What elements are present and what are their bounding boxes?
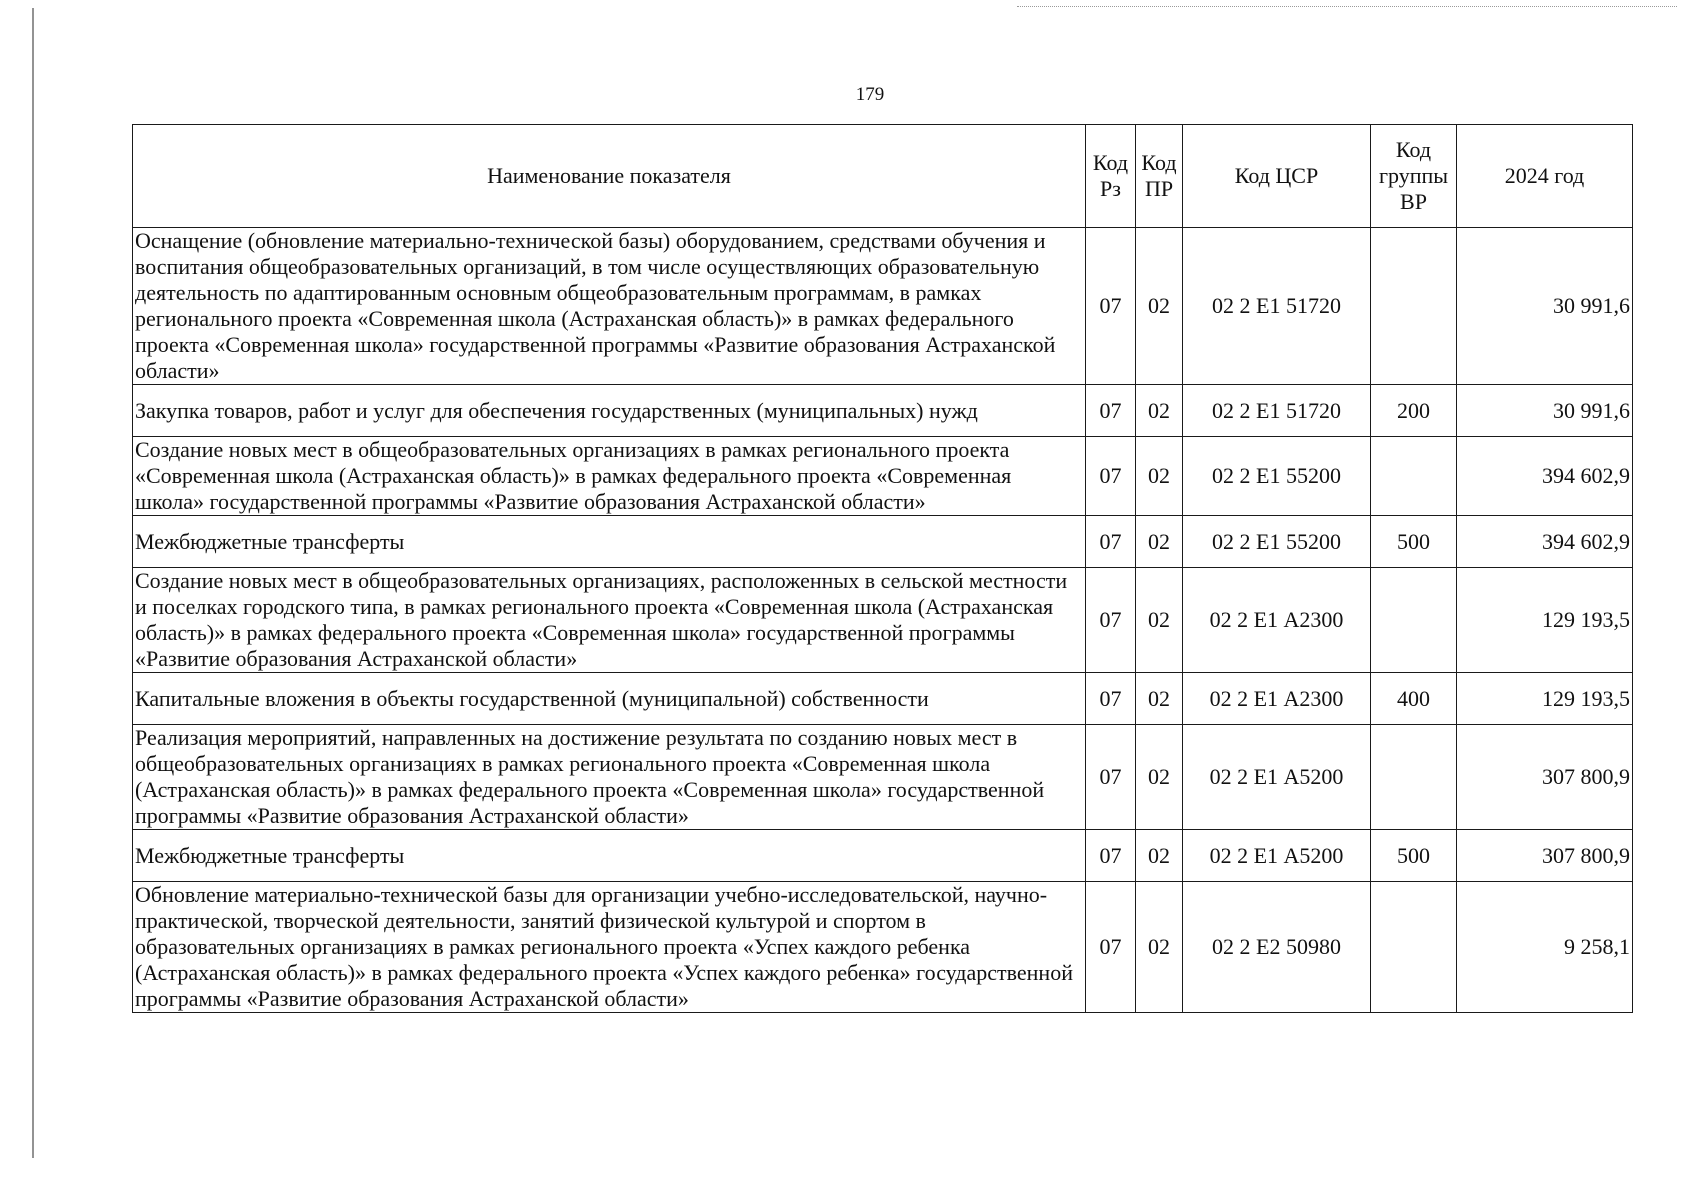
table-row [133, 385, 1633, 437]
row-rz: 07 [1086, 516, 1136, 568]
row-pr: 02 [1136, 228, 1183, 385]
row-amount: 129 193,5 [1457, 568, 1633, 673]
table-row [133, 516, 1633, 568]
row-rz: 07 [1086, 725, 1136, 830]
table-row [133, 228, 1633, 385]
budget-table [132, 124, 1633, 1013]
row-name: Капитальные вложения в объекты государственной (муниципальной) собственности [133, 673, 1086, 725]
row-pr: 02 [1136, 882, 1183, 1013]
row-pr: 02 [1136, 516, 1183, 568]
row-amount: 307 800,9 [1457, 725, 1633, 830]
column-header-name: Наименование показателя [133, 125, 1086, 228]
column-header-rz: Код Рз [1086, 125, 1136, 228]
table-row [133, 568, 1633, 673]
scan-left-edge [32, 8, 34, 1158]
column-header-vr: Код группы ВР [1371, 125, 1457, 228]
table-row [133, 830, 1633, 882]
page-number: 179 [855, 84, 885, 105]
row-csr: 02 2 Е1 51720 [1183, 385, 1371, 437]
row-name: Закупка товаров, работ и услуг для обеспечения государственных (муниципальных) нужд [133, 385, 1086, 437]
row-rz: 07 [1086, 228, 1136, 385]
row-csr: 02 2 Е1 А2300 [1183, 568, 1371, 673]
row-amount: 9 258,1 [1457, 882, 1633, 1013]
row-name: Создание новых мест в общеобразовательных организациях, расположенных в сельской местности и поселках городского типа, в рамках регионального проекта «Современная школа (Астраханская область)» в рамках федерального проекта «Современная школа» государственной программы «Развитие образования Астраханской области» [133, 568, 1086, 673]
row-amount: 30 991,6 [1457, 385, 1633, 437]
row-csr: 02 2 Е2 50980 [1183, 882, 1371, 1013]
row-vr [1371, 882, 1457, 1013]
table-row [133, 673, 1633, 725]
column-header-pr: Код ПР [1136, 125, 1183, 228]
row-vr [1371, 725, 1457, 830]
row-rz: 07 [1086, 437, 1136, 516]
row-name: Создание новых мест в общеобразовательных организациях в рамках регионального проекта «Современная школа (Астраханская область)» в рамках федерального проекта «Современная школа» государственной программы «Развитие образования Астраханской области» [133, 437, 1086, 516]
row-vr [1371, 568, 1457, 673]
row-vr: 500 [1371, 516, 1457, 568]
row-pr: 02 [1136, 673, 1183, 725]
row-name: Межбюджетные трансферты [133, 516, 1086, 568]
row-name: Оснащение (обновление материально-технической базы) оборудованием, средствами обучения и воспитания общеобразовательных организаций, в том числе осуществляющих образовательную деятельность по адаптированным основным общеобразовательным программам, в рамках регионального проекта «Современная школа (Астраханская область)» в рамках федерального проекта «Современная школа» государственной программы «Развитие образования Астраханской области» [133, 228, 1086, 385]
row-csr: 02 2 Е1 55200 [1183, 516, 1371, 568]
row-name: Межбюджетные трансферты [133, 830, 1086, 882]
row-pr: 02 [1136, 437, 1183, 516]
table-row [133, 437, 1633, 516]
table-row [133, 882, 1633, 1013]
row-csr: 02 2 Е1 51720 [1183, 228, 1371, 385]
row-pr: 02 [1136, 385, 1183, 437]
row-pr: 02 [1136, 568, 1183, 673]
table-header-row [133, 125, 1633, 228]
row-vr [1371, 228, 1457, 385]
row-rz: 07 [1086, 830, 1136, 882]
row-vr: 400 [1371, 673, 1457, 725]
row-rz: 07 [1086, 385, 1136, 437]
scan-top-dots [1017, 6, 1677, 8]
row-rz: 07 [1086, 882, 1136, 1013]
row-csr: 02 2 Е1 55200 [1183, 437, 1371, 516]
row-amount: 394 602,9 [1457, 437, 1633, 516]
row-name: Обновление материально-технической базы для организации учебно-исследовательской, научно-практической, творческой деятельности, занятий физической культурой и спортом в образовательных организациях в рамках регионального проекта «Успех каждого ребенка (Астраханская область)» в рамках федерального проекта «Успех каждого ребенка» государственной программы «Развитие образования Астраханской области» [133, 882, 1086, 1013]
row-vr: 200 [1371, 385, 1457, 437]
column-header-csr: Код ЦСР [1183, 125, 1371, 228]
row-vr [1371, 437, 1457, 516]
row-pr: 02 [1136, 830, 1183, 882]
row-rz: 07 [1086, 568, 1136, 673]
column-header-year: 2024 год [1457, 125, 1633, 228]
row-csr: 02 2 Е1 А5200 [1183, 725, 1371, 830]
row-name: Реализация мероприятий, направленных на достижение результата по созданию новых мест в общеобразовательных организациях в рамках регионального проекта «Современная школа (Астраханская область)» в рамках федерального проекта «Современная школа» государственной программы «Развитие образования Астраханской области» [133, 725, 1086, 830]
row-amount: 394 602,9 [1457, 516, 1633, 568]
row-amount: 129 193,5 [1457, 673, 1633, 725]
row-csr: 02 2 Е1 А2300 [1183, 673, 1371, 725]
row-amount: 307 800,9 [1457, 830, 1633, 882]
row-csr: 02 2 Е1 А5200 [1183, 830, 1371, 882]
row-pr: 02 [1136, 725, 1183, 830]
row-amount: 30 991,6 [1457, 228, 1633, 385]
row-vr: 500 [1371, 830, 1457, 882]
table-row [133, 725, 1633, 830]
row-rz: 07 [1086, 673, 1136, 725]
